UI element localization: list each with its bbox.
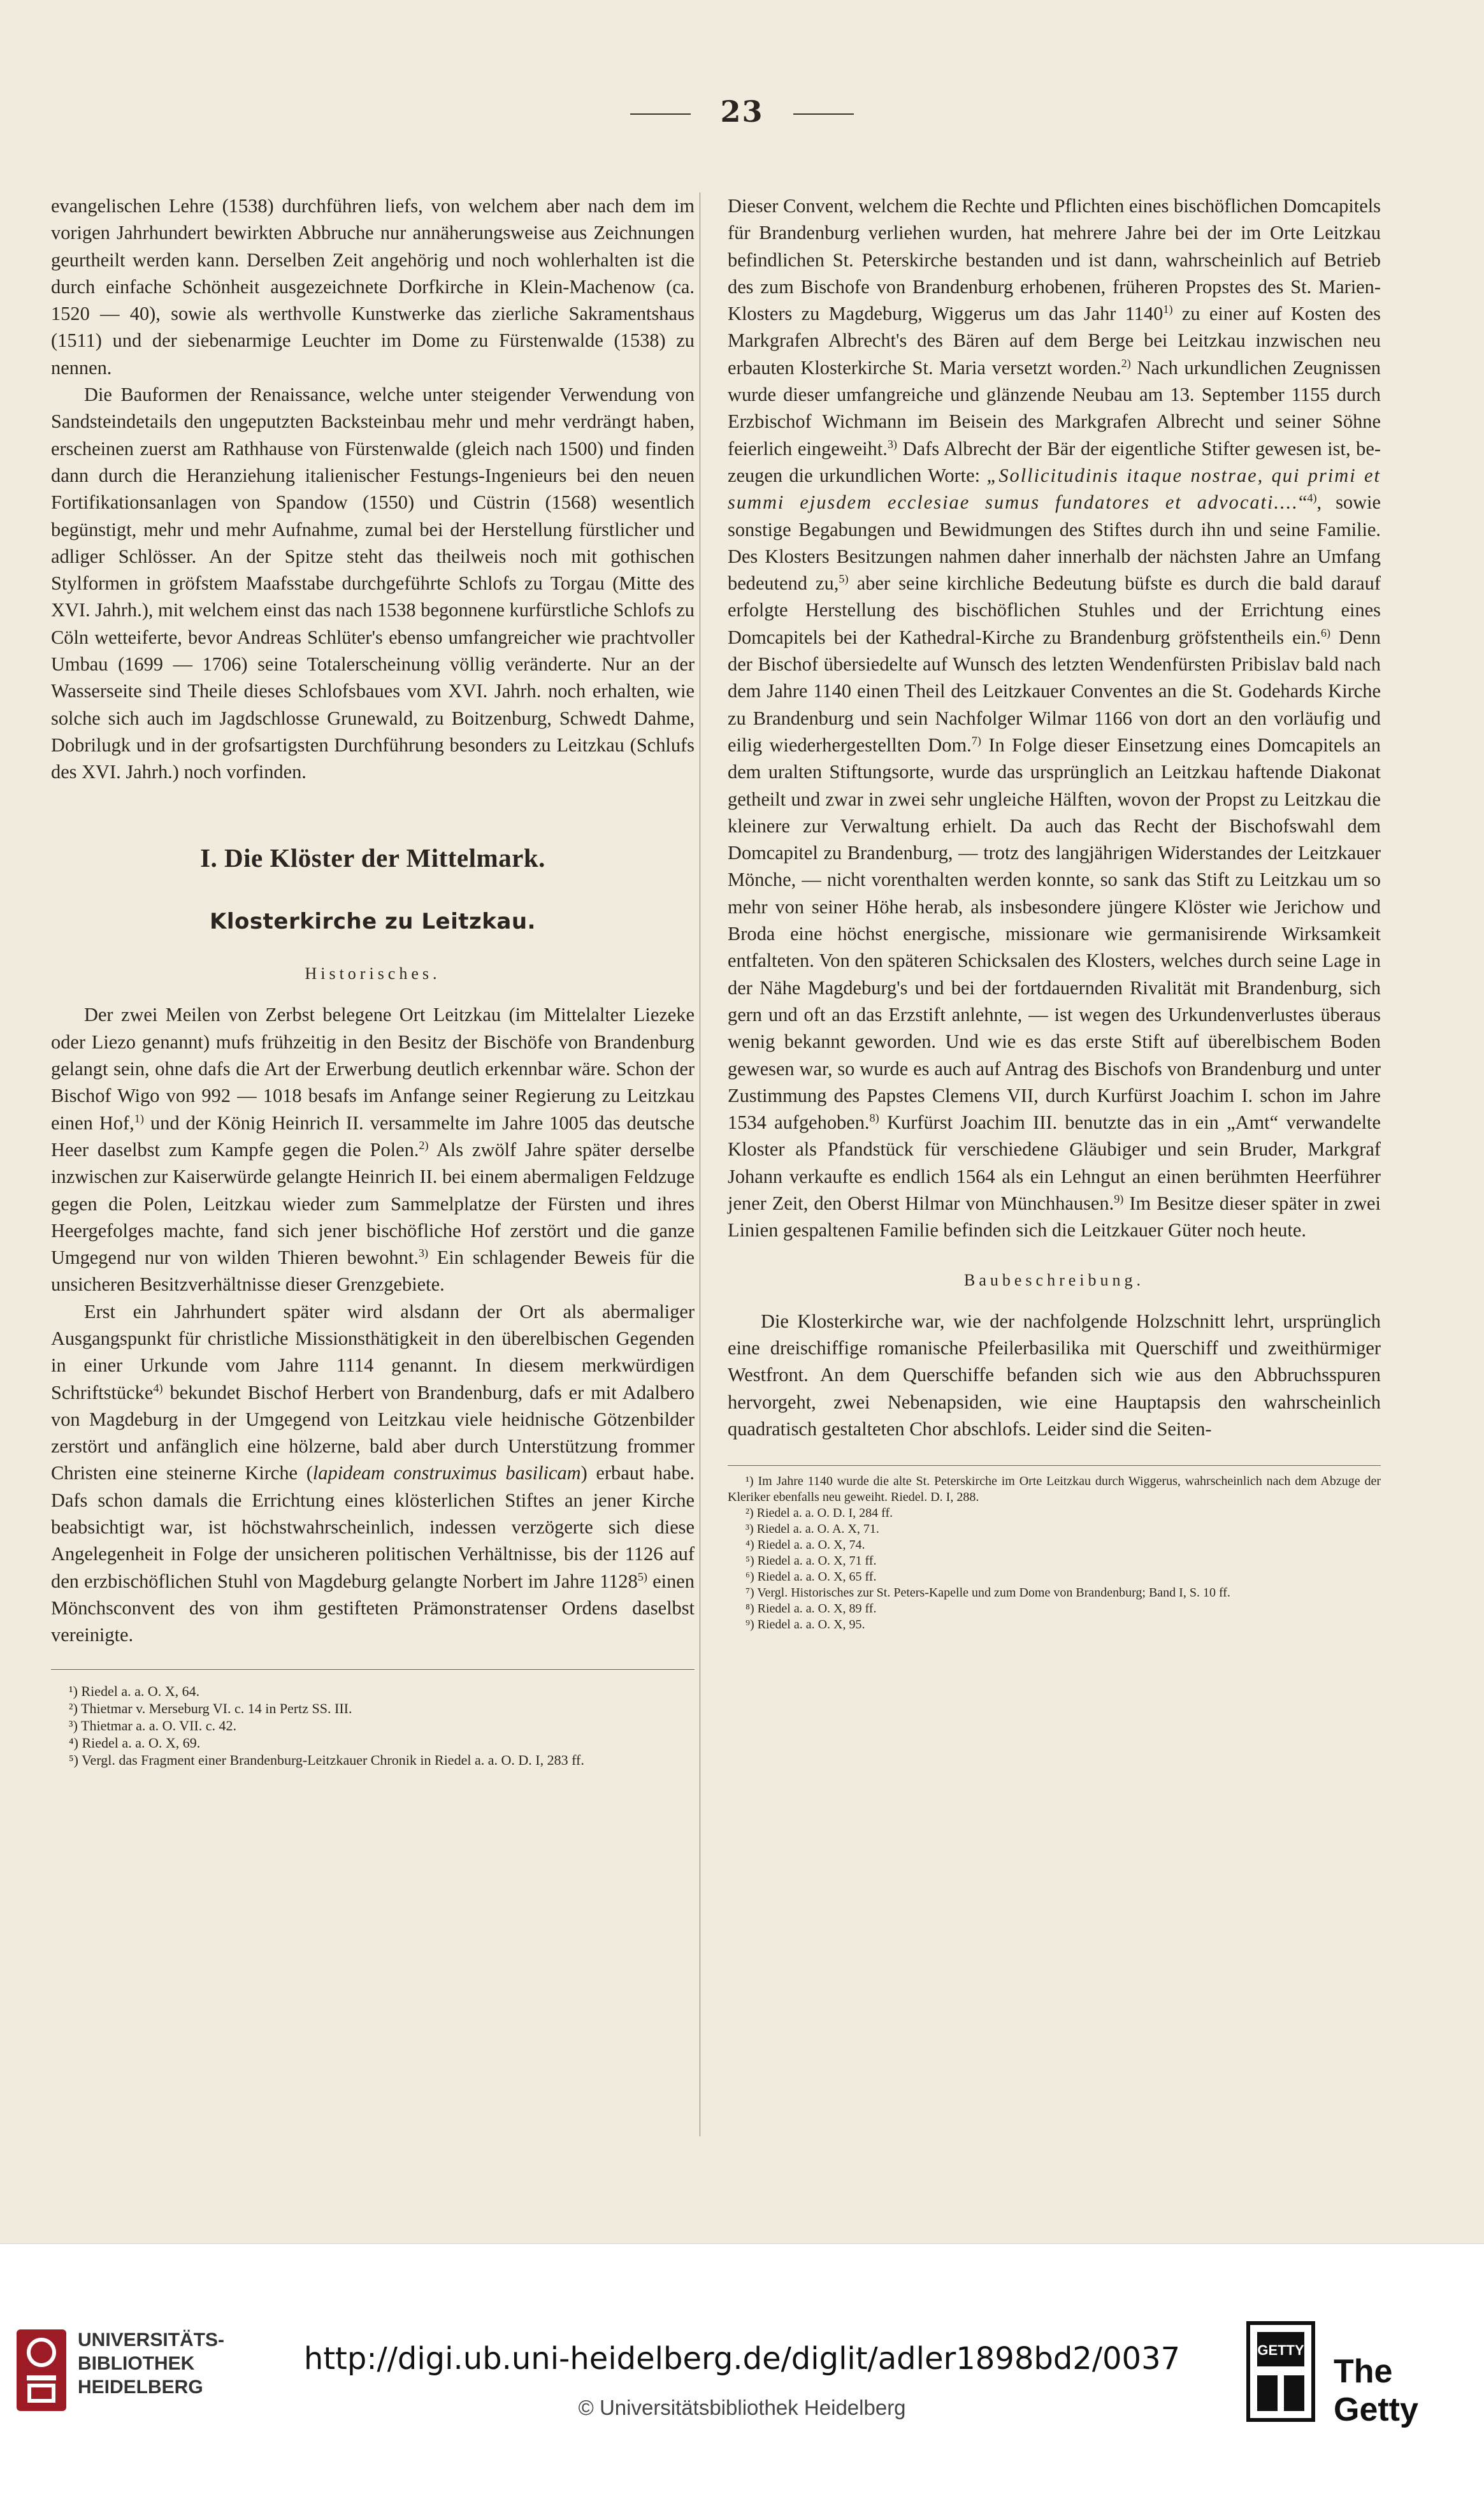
footnote-ref: 3) [418, 1247, 429, 1260]
subheading-history: Historisches. [305, 964, 441, 983]
paragraph: Die Bauformen der Renaissance, welche unter steigender Verwendung von Sandsteindetails den ungeputzten Backsteinbau mehr und mehr verdrängt haben, erscheinen zuerst am Rathhause von Fürstenwalde (gleich nach 1500) und finden dann durch die Heranziehung italienischer Festungs-Ingenieurs bei den neuen Fortifikationsanlagen von Spandow (1550) und Cüstrin (1568) wesentlich begünstigt, mehr und mehr Aufnahme, zumal bei der Herstellung fürstlicher und adliger Schlösser. An der Spitze steht das theilweis noch mit gothischen Stylformen in gröfstem Maafsstabe durchgeführte Schlofs zu Torgau (Mitte des XVI. Jahrh.), mit welchem einst das nach 1538 begonnene kurfürstliche Schlofs zu Cöln wetteiferte, bevor Andreas Schlüter's ebenso umfangreicher wie prachtvoller Umbau (1699 — 1706) seine Totalerscheinung völlig veränderte. Nur an der Wasserseite sind Theile dieses Schlofsbaues vom XVI. Jahrh. noch erhalten, wie solche sich auch im Jagdschlosse Grunewald, zu Boitzenburg, Schwedt Dahme, Dobrilugk und in der grofsartigsten Durchführung besonders zu Leitzkau (Schlufs des XVI. Jahrh.) noch vorfinden. [51, 384, 695, 783]
footnote: ⁹) Riedel a. a. O. X, 95. [746, 1618, 865, 1632]
getty-name: The Getty [1334, 2353, 1418, 2428]
left-footnotes [51, 1669, 695, 1769]
footnote-ref: 4) [153, 1381, 163, 1394]
latin-quote: lapideam construximus basilicam [312, 1462, 581, 1484]
footnote-ref: 5) [637, 1570, 648, 1583]
section-title: I. Die Klöster der Mittelmark. [200, 843, 545, 873]
footnote-ref: 9) [1114, 1192, 1124, 1206]
page-number [0, 94, 1484, 129]
footnote: ⁴) Riedel a. a. O. X, 69. [69, 1734, 201, 1751]
footnote: ²) Thietmar v. Merseburg VI. c. 14 in Pertz SS. III. [69, 1700, 352, 1716]
page-number-rule-left [630, 113, 691, 115]
subheading-building: Baubeschreibung. [963, 1270, 1144, 1289]
permalink[interactable]: http://digi.ub.uni-heidelberg.de/diglit/adler1898bd2/0037 [303, 2341, 1181, 2377]
footnote: ³) Thietmar a. a. O. VII. c. 42. [69, 1717, 236, 1734]
library-name: UNIVERSITÄTS- BIBLIOTHEK HEIDELBERG [78, 2329, 225, 2398]
footnote: ²) Riedel a. a. O. D. I, 284 ff. [746, 1506, 893, 1521]
footnote: ⁴) Riedel a. a. O. X, 74. [746, 1538, 865, 1553]
footnote-ref: 1) [134, 1112, 144, 1125]
footnote: ⁷) Vergl. Historisches zur St. Peters-Kapelle und zum Dome von Brandenburg; Band I, S. 10 ff. [746, 1586, 1230, 1600]
page-number-rule-right [793, 113, 854, 115]
viewer-footer [0, 2243, 1484, 2513]
right-column [728, 192, 1381, 1633]
footnote-ref: 4) [1307, 491, 1317, 505]
footnote: ¹) Riedel a. a. O. X, 64. [69, 1683, 200, 1699]
history-paragraph-2: Erst ein Jahrhundert später wird alsdann der Ort als abermaliger Ausgangspunkt für christliche Missionsthätigkeit in den überelbischen Gegenden in einer Urkunde vom Jahre 1114 genannt. In diesem merkwürdigen Schriftstücke$^{4)}$ bekundet Bischof Herbert von Brandenburg, dafs er mit Adalbero von Magdeburg in der Umgegend von Leitzkau viele heidnische Götzenbilder zerstört und anfänglich eine hölzerne, bald aber durch Unterstützung frommer Christen eine steinerne Kirche (lapideam construximus basilicam) erbaut habe. Dafs schon damals die Errichtung eines klösterlichen Stiftes an jener Kirche beabsichtigt war, ist höchstwahrscheinlich, indessen verzögerte sich diese Angelegenheit in Folge der unsicheren politischen Verhältnisse, bis der 1126 auf den erzbischöflichen Stuhl von Magdeburg gelangte Norbert im Jahre 1128$^{5)}$ einen Mönchsconvent des von ihm gestifteten Prämonstratenser Ordens daselbst vereinigte. [51, 1300, 695, 1646]
footnote: ⁵) Vergl. das Fragment einer Brandenburg-Leitzkauer Chronik in Riedel a. a. O. D. I, 283 ff. [69, 1751, 584, 1768]
paragraph-building: Die Klosterkirche war, wie der nachfolgende Holzschnitt lehrt, ursprünglich eine dreischiffige romanische Pfeilerbasilika mit Querschiff und zweithürmiger Westfront. An dem Querschiffe befanden sich wie aus den Abbruchsspuren hervorgeht, zwei Nebenapsiden, wie eine Hauptapsis den wahrscheinlich quadratisch gestalteten Chor abschlofs. Leider sind die Seiten- [728, 1310, 1381, 1440]
left-column [51, 192, 695, 1769]
paragraph: evangelischen Lehre (1538) durchführen liefs, von welchem aber nach dem im vorigen Jahrhundert bewirkten Abbruche nur annäherungsweise aus Zeichnungen geurtheilt werden kann. Derselben Zeit angehörig und noch wohlerhalten ist die durch einfache Schönheit ausgezeichnete Dorfkirche in Klein-Machenow (ca. 1520 — 40), sowie als werthvolle Kunstwerke das zierliche Sakramentshaus (1511) und der siebenarmige Leuchter im Dome zu Fürstenwalde (1538) zu nennen. [51, 195, 695, 379]
footnote-ref: 6) [1320, 626, 1331, 639]
footnote: ⁶) Riedel a. a. O. X, 65 ff. [746, 1570, 877, 1584]
footnote: ⁸) Riedel a. a. O. X, 89 ff. [746, 1602, 877, 1616]
footnote-ref: 2) [1121, 356, 1131, 370]
footnote-ref: 3) [887, 437, 898, 451]
footnote: ³) Riedel a. a. O. A. X, 71. [746, 1522, 879, 1537]
getty-logo-icon[interactable] [1246, 2321, 1316, 2422]
footnote-ref: 8) [869, 1112, 879, 1125]
footnote: ⁵) Riedel a. a. O. X, 71 ff. [746, 1554, 877, 1568]
footnote-ref: 5) [839, 572, 849, 586]
copyright-notice: © Universitätsbibliothek Heidelberg [578, 2396, 906, 2419]
footnote-ref: 1) [1163, 303, 1173, 316]
footnote-ref: 7) [971, 734, 981, 747]
right-footnotes [728, 1465, 1381, 1633]
page-number-text: 23 [720, 94, 764, 129]
footnote: ¹) Im Jahre 1140 wurde die alte St. Peterskirche im Orte Leitzkau durch Wiggerus, wahrscheinlich nach dem Abzuge der Kleriker ebenfalls neu geweiht. Riedel. D. I, 288. [728, 1474, 1381, 1505]
paragraph-convent: Dieser Convent, welchem die Rechte und Pflichten eines bischöflichen Domcapitels für Brandenburg verliehen wurden, hat mehrere Jahre bei der im Orte Leitzkau befindlichen St. Peterskirche bestanden und ist dann, wahrscheinlich auf Betrieb des zum Bischofe von Brandenburg erhobenen, früheren Propstes des St. Marien-Klosters zu Magdeburg, Wiggerus um das Jahr 1140$^{1)}$ zu einer auf Kosten des Markgrafen Albrecht's des Bären auf dem Berge bei Leitzkau inzwischen neu erbauten Klosterkirche St. Maria versetzt worden.$^{2)}$ Nach urkundlichen Zeugnissen wurde dieser umfangreiche und glänzende Neubau am 13. September 1155 durch Erzbischof Wichmann im Beisein des Markgrafen Albrecht und seiner Söhne feierlich eingeweiht.$^{3)}$ Dafs Albrecht der Bär der eigentliche Stifter gewesen ist, bezeugen die urkundlichen Worte: „Sollicitudinis itaque nostrae, qui primi et summi ejusdem ecclesiae sumus fundatores et advocati....“$^{4)}$, sowie sonstige Begabungen und Bewidmungen des Stiftes durch ihn und seine Familie. Des Klosters Besitzungen nahmen daher innerhalb der nächsten Jahre an Umfang bedeutend zu,$^{5)}$ aber seine kirchliche Bedeutung büfste es durch die bald darauf erfolgte Herstellung des bischöflichen Stuhles und der Errichtung eines Domcapitels bei der Kathedral-Kirche zu Brandenburg gröfstentheils ein.$^{6)}$ Denn der Bischof übersiedelte auf Wunsch des letzten Wendenfürsten Pribislav bald nach dem Jahre 1140 einen Theil des Leitzkauer Conventes an die St. Godehards Kirche zu Brandenburg und sein Nachfolger Wilmar 1166 von dort an den vorläufig und eilig wiederhergestellten Dom.$^{7)}$ In Folge dieser Einsetzung eines Domcapitels an dem uralten Stiftungsorte, wurde das ursprünglich an Leitzkau haftende Diakonat getheilt und zwar in zwei sehr ungleiche Hälften, wovon der Propst zu Leitzkau die kleinere zur Verwaltung erhielt. Da auch das Recht der Bischofswahl dem Domcapitel zu Brandenburg, — trotz des langjährigen Widerstandes der Leitzkauer Mönche, — nicht vorenthalten werden konnte, so sank das Stift zu Leitzkau um so mehr von seiner Höhe herab, als insbesondere jüngere Klöster wie Jerichow und Broda eine höchst energische, missionare wie germanisirende Wirksamkeit entfalteten. Von den späteren Schicksalen des Klosters, welches durch seine Lage in der Nähe Magdeburg's und bei der fortdauernden Rivalität mit Brandenburg, sich gern und oft an das Erzstift anlehnte, — ist wegen des Urkundenverlustes überaus wenig bekannt geworden. Und wie es das erste Stift auf überelbischem Boden gewesen war, so wurde es auch auf Antrag des Bischofs von Brandenburg und unter Zustimmung des Papstes Clemens VII, durch Kurfürst Joachim I. schon im Jahre 1534 aufgehoben.$^{8)}$ Kurfürst Joachim III. benutzte das in ein „Amt“ verwandelte Kloster als Pfandstück für verschiedene Gläubiger und sein Bruder, Markgraf Johann verkaufte es endlich 1564 als ein Lehngut an einen berühmten Heerführer jener Zeit, den Oberst Hilmar von Münchhausen.$^{9)}$ Im Besitze dieser später in zwei Linien gespaltenen Familie befinden sich die Leitzkauer Güter noch heute. [728, 195, 1381, 1242]
getty-logo-text: GETTY [1257, 2342, 1304, 2358]
footnote-ref: 2) [419, 1138, 429, 1152]
history-paragraph-1: Der zwei Meilen von Zerbst belegene Ort Leitzkau (im Mittelalter Liezeke oder Liezo genannt) mufs frühzeitig in den Besitz der Bischöfe von Brandenburg gelangt sein, ohne dafs die Art der Erwerbung deutlich erkennbar wäre. Schon der Bischof Wigo von 992 — 1018 besafs im Anfange seiner Regierung zu Leitzkau einen Hof,$^{1)}$ und der König Heinrich II. versammelte im Jahre 1005 das deutsche Heer daselbst zum Kampfe gegen die Polen.$^{2)}$ Als zwölf Jahre später derselbe inzwischen zur Kaiserwürde gelangte Heinrich II. bei einem abermaligen Feldzuge gegen die Polen, Leitzkau wieder zum Sammelplatze der Fürsten und ihres Heergefolges machte, fand sich jener bischöfliche Hof zerstört und die ganze Umgegend nur von wilden Thieren bewohnt.$^{3)}$ Ein schlagender Beweis für die unsicheren Besitzverhältnisse dieser Grenzgebiete. [51, 1004, 695, 1296]
latin-quote: „Sollicitudinis itaque nostrae, qui primi et summi ejusdem ecclesiae sumus fundatores et advocati.... [728, 464, 1381, 514]
church-title: Klosterkirche zu Leitzkau. [210, 908, 536, 934]
